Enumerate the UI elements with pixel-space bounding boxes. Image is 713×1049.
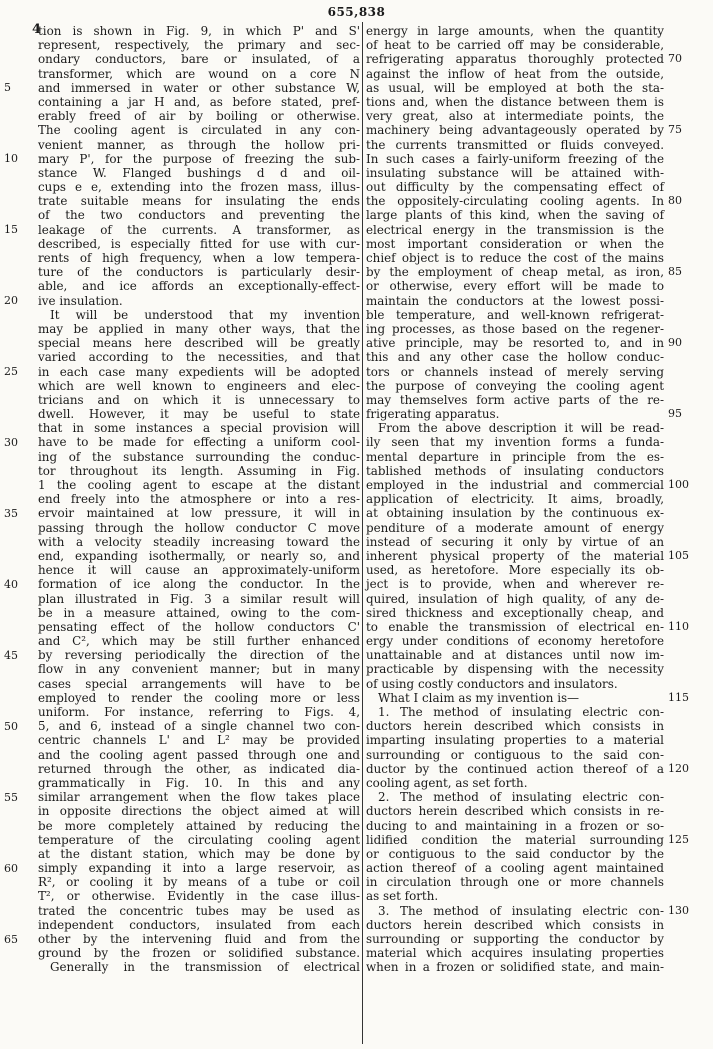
- text-line: The cooling agent is circulated in any con-: [38, 123, 360, 138]
- text-line: ble temperature, and well-known refrigerat-: [366, 307, 664, 322]
- text-line: the purpose of conveying the cooling agent: [366, 378, 664, 393]
- text-line: It will be understood that my invention: [50, 307, 360, 322]
- text-line: ture of the conductors is particularly desir-: [38, 265, 360, 280]
- line-number: 75: [668, 123, 682, 137]
- text-line: trate suitable means for insulating the ends: [38, 194, 360, 209]
- text-line: R², or cooling it by means of a tube or coil: [38, 875, 360, 890]
- text-line: against the inflow of heat from the outside,: [366, 66, 664, 81]
- text-line: inherent physical property of the material: [366, 548, 664, 563]
- text-line: may themselves form active parts of the re-: [366, 392, 664, 407]
- line-number: 40: [4, 577, 18, 591]
- text-line: passing through the hollow conductor C move: [38, 520, 360, 535]
- text-line: temperature of the circulating cooling agent: [38, 832, 360, 847]
- line-number: 125: [668, 833, 689, 847]
- text-line: dwell. However, it may be useful to state: [38, 407, 360, 422]
- text-line: tablished methods of insulating conductors: [366, 463, 664, 478]
- line-number: 95: [668, 407, 682, 421]
- text-line: mary P', for the purpose of freezing the sub-: [38, 151, 360, 166]
- line-number: 5: [4, 80, 11, 94]
- line-number: 35: [4, 506, 18, 520]
- line-number: 110: [668, 620, 689, 634]
- text-line: insulating substance will be attained with-: [366, 165, 664, 180]
- text-line: imparting insulating properties to a material: [366, 733, 664, 748]
- text-line: ergy under conditions of economy heretofore: [366, 634, 664, 649]
- text-line: simply expanding it into a large reservoir, as: [38, 861, 360, 876]
- text-line: lidified condition the material surrounding: [366, 832, 664, 847]
- text-line: or otherwise, every effort will be made to: [366, 279, 664, 294]
- text-line: tion is shown in Fig. 9, in which P' and S': [38, 24, 360, 38]
- line-number: 20: [4, 293, 18, 307]
- text-line: leakage of the currents. A transformer, as: [38, 222, 360, 237]
- text-line: unattainable and at distances until now im-: [366, 648, 664, 663]
- text-line: pensating effect of the hollow conductors C': [38, 619, 360, 634]
- text-line: plan illustrated in Fig. 3 a similar result will: [38, 591, 360, 606]
- text-line: ductors herein described which consists in re-: [366, 804, 664, 819]
- line-number: 45: [4, 648, 18, 662]
- text-line: ily seen that my invention forms a funda-: [366, 435, 664, 450]
- right-column: [366, 24, 664, 975]
- text-line: special means here described will be greatly: [38, 336, 360, 351]
- line-number: 80: [668, 194, 682, 208]
- text-line: action thereof of a cooling agent maintained: [366, 861, 664, 876]
- line-number: 70: [668, 52, 682, 66]
- text-line: ervoir maintained at low pressure, it will in: [38, 506, 360, 521]
- text-line: to enable the transmission of electrical en-: [366, 619, 664, 634]
- text-line: at obtaining insulation by the continuous ex-: [366, 506, 664, 521]
- text-line: surrounding or contiguous to the said con-: [366, 747, 664, 762]
- text-line: ductors herein described which consists in: [366, 719, 664, 734]
- text-line: grammatically in Fig. 10. In this and any: [38, 775, 360, 790]
- text-line: Generally in the transmission of electrical: [50, 960, 360, 975]
- line-number: 10: [4, 151, 18, 165]
- text-line: 1 the cooling agent to escape at the distant: [38, 478, 360, 492]
- text-line: cooling agent, as set forth.: [366, 775, 528, 790]
- text-line: by reversing periodically the direction of the: [38, 648, 360, 663]
- text-line: maintain the conductors at the lowest possi-: [366, 293, 664, 308]
- text-line: ing processes, as those based on the regener-: [366, 321, 664, 336]
- text-line: practicable by dispensing with the necessity: [366, 662, 664, 677]
- line-number: 30: [4, 435, 18, 449]
- text-line: material which acquires insulating properties: [366, 946, 664, 961]
- text-line: in each case many expedients will be adopted: [38, 364, 360, 379]
- text-line: ducing to and maintaining in a frozen or so-: [366, 818, 664, 833]
- text-line: independent conductors, insulated from each: [38, 917, 360, 932]
- text-line: large plants of this kind, when the saving of: [366, 208, 664, 223]
- text-line: as usual, will be employed at both the sta-: [366, 80, 664, 95]
- text-line: ductors herein described which consists in: [366, 917, 664, 932]
- text-line: tions and, when the distance between them is: [366, 94, 664, 109]
- line-number: 15: [4, 222, 18, 236]
- line-number: 120: [668, 762, 689, 776]
- text-line: varied according to the necessities, and that: [38, 350, 360, 365]
- text-line: and the cooling agent passed through one and: [38, 747, 360, 762]
- text-line: represent, respectively, the primary and sec-: [38, 38, 360, 53]
- line-number: 115: [668, 691, 689, 705]
- text-line: ive insulation.: [38, 293, 123, 308]
- text-line: employed to render the cooling more or less: [38, 690, 360, 705]
- line-number: 60: [4, 861, 18, 875]
- line-number: 85: [668, 265, 682, 279]
- text-line: centric channels L' and L² may be provided: [38, 733, 360, 748]
- text-line: most important consideration or when the: [366, 236, 664, 251]
- text-line: ative principle, may be resorted to, and in: [366, 336, 664, 351]
- line-number: 50: [4, 719, 18, 733]
- text-line: other by the intervening fluid and from the: [38, 932, 360, 946]
- text-line: From the above description it will be read-: [378, 421, 664, 436]
- text-line: sired thickness and exceptionally cheap, and: [366, 605, 664, 620]
- patent-number: 655,838: [327, 5, 386, 19]
- line-number: 105: [668, 549, 689, 563]
- text-line: surrounding or supporting the conductor by: [366, 932, 664, 946]
- text-line: when in a frozen or solidified state, and main-: [366, 960, 664, 975]
- text-line: erably freed of air by boiling or otherwise.: [38, 109, 360, 124]
- text-line: described, is especially fitted for use with cur-: [38, 236, 360, 251]
- text-line: trated the concentric tubes may be used as: [38, 903, 360, 918]
- text-line: energy in large amounts, when the quantity: [366, 24, 664, 38]
- text-line: 5, and 6, instead of a single channel two con-: [38, 719, 360, 734]
- text-line: penditure of a moderate amount of energy: [366, 520, 664, 535]
- text-line: tricians and on which it is unnecessary to: [38, 392, 360, 407]
- column-divider: [362, 22, 363, 1044]
- text-line: have to be made for effecting a uniform cool-: [38, 435, 360, 450]
- text-line: which are well known to engineers and elec-: [38, 378, 360, 393]
- text-line: this and any other case the hollow conduc-: [366, 350, 664, 365]
- line-number: 130: [668, 904, 689, 918]
- text-line: ondary conductors, bare or insulated, of a: [38, 52, 360, 67]
- page-number: 4: [32, 22, 42, 37]
- text-line: employed in the industrial and commercial: [366, 478, 664, 492]
- line-number: 25: [4, 364, 18, 378]
- text-line: application of electricity. It aims, broadly,: [366, 492, 664, 507]
- text-line: ductor by the continued action thereof of a: [366, 761, 664, 776]
- text-line: by the employment of cheap metal, as iron,: [366, 265, 664, 280]
- text-line: be more completely attained by reducing the: [38, 818, 360, 833]
- text-line: of using costly conductors and insulators.: [366, 676, 618, 691]
- text-line: 3. The method of insulating electric con-: [378, 903, 664, 918]
- line-number: 100: [668, 478, 689, 492]
- text-line: returned through the other, as indicated dia-: [38, 761, 360, 776]
- text-line: with a velocity steadily increasing toward the: [38, 534, 360, 549]
- text-line: of the two conductors and preventing the: [38, 208, 360, 223]
- text-line: uniform. For instance, referring to Figs. 4,: [38, 705, 360, 719]
- text-line: quired, insulation of high quality, of any de-: [366, 591, 664, 606]
- text-line: tor throughout its length. Assuming in Fig.: [38, 463, 360, 478]
- text-line: the currents transmitted or fluids conveyed.: [366, 137, 664, 152]
- text-line: and immersed in water or other substance W,: [38, 80, 360, 95]
- text-line: the oppositely-circulating cooling agents. In: [366, 194, 664, 209]
- text-line: at the distant station, which may be done by: [38, 846, 360, 861]
- text-line: in opposite directions the object aimed at will: [38, 804, 360, 819]
- text-line: 1. The method of insulating electric con-: [378, 705, 664, 719]
- text-line: mental departure in principle from the es-: [366, 449, 664, 464]
- text-line: and C², which may be still further enhanced: [38, 634, 360, 649]
- line-number: 55: [4, 790, 18, 804]
- text-line: stance W. Flanged bushings d d and oil-: [38, 165, 360, 180]
- text-line: tors or channels instead of merely serving: [366, 364, 664, 379]
- line-number: 65: [4, 932, 18, 946]
- text-line: end freely into the atmosphere or into a res-: [38, 492, 360, 507]
- text-line: machinery being advantageously operated by: [366, 123, 664, 138]
- text-line: very great, also at intermediate points, the: [366, 109, 664, 124]
- text-line: instead of securing it only by virtue of an: [366, 534, 664, 549]
- text-line: flow in any convenient manner; but in many: [38, 662, 360, 677]
- text-line: 2. The method of insulating electric con-: [378, 790, 664, 805]
- text-line: able, and ice affords an exceptionally-effect-: [38, 279, 360, 294]
- text-line: as set forth.: [366, 889, 439, 904]
- text-line: electrical energy in the transmission is the: [366, 222, 664, 237]
- text-line: similar arrangement when the flow takes place: [38, 790, 360, 805]
- text-line: T², or otherwise. Evidently in the case illus-: [38, 889, 360, 904]
- text-line: What I claim as my invention is—: [378, 690, 580, 705]
- text-line: cases special arrangements will have to be: [38, 676, 360, 691]
- text-line: ing of the substance surrounding the conduc-: [38, 449, 360, 464]
- text-line: or contiguous to the said conductor by the: [366, 846, 664, 861]
- text-line: rents of high frequency, when a low tempera-: [38, 251, 360, 265]
- text-line: cups e e, extending into the frozen mass, illus-: [38, 180, 360, 195]
- text-line: In such cases a fairly-uniform freezing of the: [366, 151, 664, 166]
- text-line: chief object is to reduce the cost of the mains: [366, 251, 664, 265]
- left-column: [38, 24, 360, 975]
- text-line: formation of ice along the conductor. In the: [38, 577, 360, 592]
- text-line: may be applied in many other ways, that the: [38, 321, 360, 336]
- text-line: refrigerating apparatus thoroughly protected: [366, 52, 664, 67]
- text-line: containing a jar H and, as before stated, pref-: [38, 94, 360, 109]
- text-line: be in a measure attained, owing to the com-: [38, 605, 360, 620]
- text-line: out difficulty by the compensating effect of: [366, 180, 664, 195]
- text-line: used, as heretofore. More especially its ob-: [366, 563, 664, 578]
- text-line: hence it will cause an approximately-uniform: [38, 563, 360, 578]
- text-line: frigerating apparatus.: [366, 407, 500, 422]
- text-line: end, expanding isothermally, or nearly so, and: [38, 548, 360, 563]
- line-number: 90: [668, 336, 682, 350]
- text-line: of heat to be carried off may be considerable,: [366, 38, 664, 53]
- text-line: venient manner, as through the hollow pri-: [38, 137, 360, 152]
- text-line: transformer, which are wound on a core N: [38, 66, 360, 81]
- text-line: that in some instances a special provision will: [38, 421, 360, 436]
- text-line: in circulation through one or more channels: [366, 875, 664, 890]
- text-line: ground by the frozen or solidified substance.: [38, 946, 360, 961]
- text-line: ject is to provide, when and wherever re-: [366, 577, 664, 592]
